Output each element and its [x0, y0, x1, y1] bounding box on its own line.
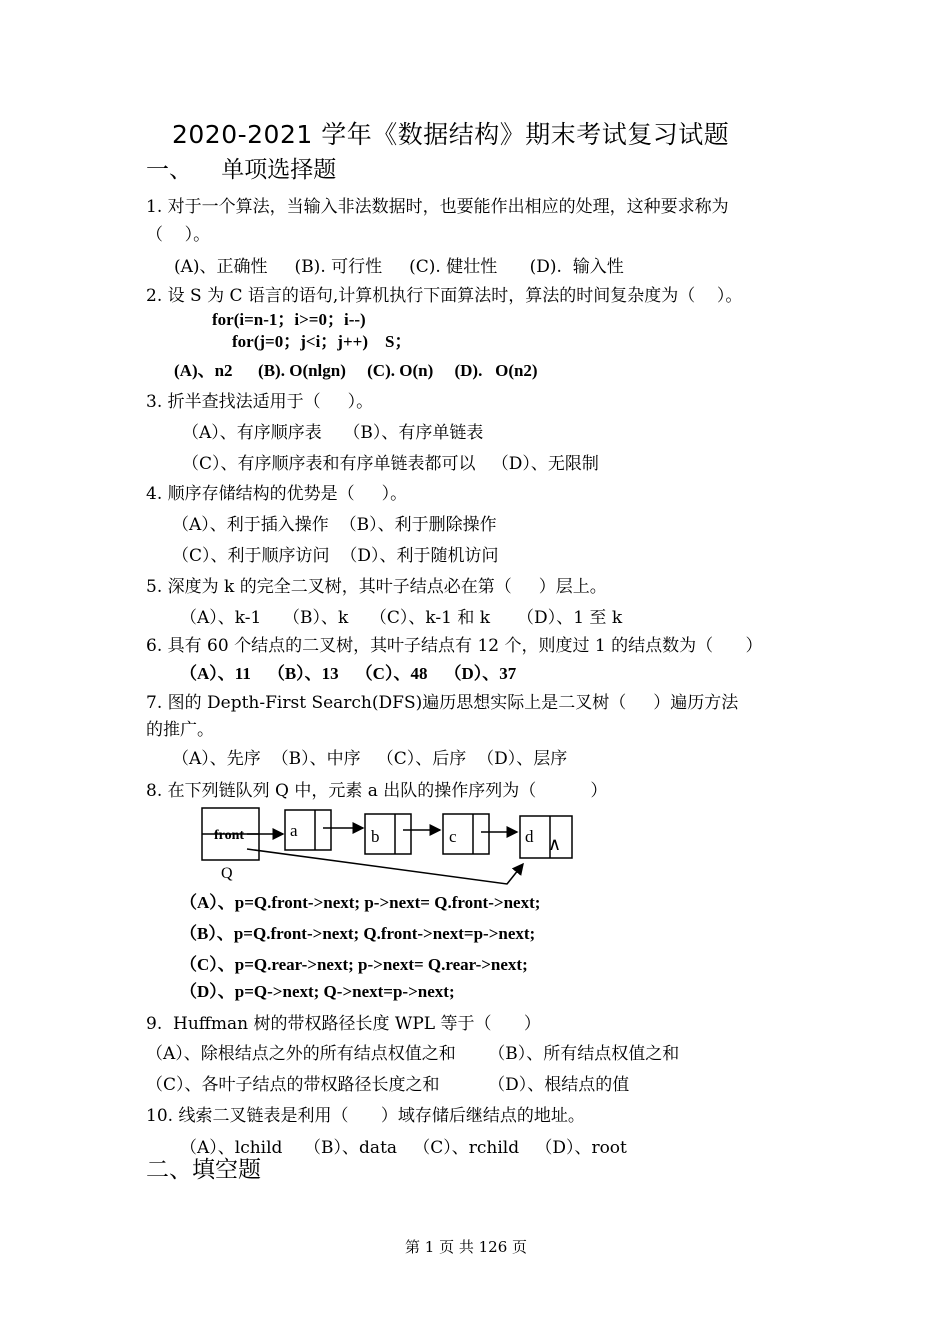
node-d-label: d — [525, 827, 534, 846]
q9-options-2: （C）、各叶子结点的带权路径长度之和 （D）、根结点的值 — [146, 1075, 630, 1095]
node-c-label: c — [449, 827, 457, 846]
queue-q-label: Q — [221, 865, 233, 882]
q4-options-2: （C）、利于顺序访问 （D）、利于随机访问 — [172, 546, 499, 566]
q1-stem-cont: （ ）。 — [146, 225, 211, 245]
section-heading-fill-blank: 二、填空题 — [146, 1157, 261, 1183]
q2-options: (A)、n2 (B). O(nlgn) (C). O(n) (D). O(n2) — [174, 361, 538, 380]
page-title: 2020-2021 学年《数据结构》期末考试复习试题 — [172, 120, 730, 149]
node-d — [520, 816, 572, 858]
node-c — [443, 814, 489, 854]
q6-options: （A）、11 （B）、13 （C）、48 （D）、37 — [180, 664, 517, 683]
q5-stem: 5. 深度为 k 的完全二叉树，其叶子结点必在第（ ）层上。 — [146, 577, 607, 597]
q9-stem: 9. Huffman 树的带权路径长度 WPL 等于（ ） — [146, 1014, 541, 1034]
page-footer: 第 1 页 共 126 页 — [405, 1238, 528, 1256]
q8-stem: 8. 在下列链队列 Q 中，元素 a 出队的操作序列为（ ） — [146, 781, 608, 801]
q7-stem: 7. 图的 Depth-First Search(DFS)遍历思想实际上是二叉树（ ）遍历方法 — [146, 693, 739, 713]
q3-options-1: （A）、有序顺序表 （B）、有序单链表 — [182, 423, 484, 443]
q6-stem: 6. 具有 60 个结点的二叉树，其叶子结点有 12 个，则度过 1 的结点数为（ ） — [146, 636, 763, 656]
null-pointer-mark: ∧ — [548, 834, 562, 854]
node-b-label: b — [371, 827, 380, 846]
node-a — [285, 810, 331, 850]
q10-options: （A）、lchild （B）、data （C）、rchild （D）、root — [180, 1138, 627, 1158]
q2-code-line2: for(j=0；j<i；j++) S； — [232, 332, 412, 351]
front-label: front — [214, 828, 245, 843]
q7-stem-cont: 的推广。 — [146, 720, 214, 740]
q2-stem: 2. 设 S 为 C 语言的语句,计算机执行下面算法时，算法的时间复杂度为（ ）。 — [146, 286, 743, 306]
node-b — [365, 814, 411, 854]
q2-code-line1: for(i=n-1；i>=0；i--) — [212, 310, 366, 329]
q8-option-b: （B）、p=Q.front->next; Q.front->next=p->next; — [180, 924, 536, 943]
q8-option-d: （D）、p=Q->next; Q->next=p->next; — [180, 982, 455, 1001]
q1-options: (A)、正确性 (B). 可行性 (C). 健壮性 (D). 输入性 — [174, 257, 624, 277]
q8-option-c: （C）、p=Q.rear->next; p->next= Q.rear->next; — [180, 955, 528, 974]
q10-stem: 10. 线索二叉链表是利用（ ）域存储后继结点的地址。 — [146, 1106, 585, 1126]
q1-stem: 1. 对于一个算法，当输入非法数据时，也要能作出相应的处理，这种要求称为 — [146, 197, 729, 217]
q3-stem: 3. 折半查找法适用于（ ）。 — [146, 392, 374, 412]
q4-options-1: （A）、利于插入操作 （B）、利于删除操作 — [172, 515, 497, 535]
q8-option-a: （A）、p=Q.front->next; p->next= Q.front->next; — [180, 893, 541, 912]
linked-queue-diagram — [195, 802, 585, 892]
q4-stem: 4. 顺序存储结构的优势是（ ）。 — [146, 484, 408, 504]
node-a-label: a — [290, 821, 298, 840]
q9-options-1: （A）、除根结点之外的所有结点权值之和 （B）、所有结点权值之和 — [146, 1044, 680, 1064]
section-heading-single-choice: 一、 单项选择题 — [146, 157, 337, 183]
q5-options: （A）、k-1 （B）、k （C）、k-1 和 k （D）、1 至 k — [180, 608, 623, 628]
q3-options-2: （C）、有序顺序表和有序单链表都可以 （D）、无限制 — [182, 454, 599, 474]
q7-options: （A）、先序 （B）、中序 （C）、后序 （D）、层序 — [172, 749, 568, 769]
